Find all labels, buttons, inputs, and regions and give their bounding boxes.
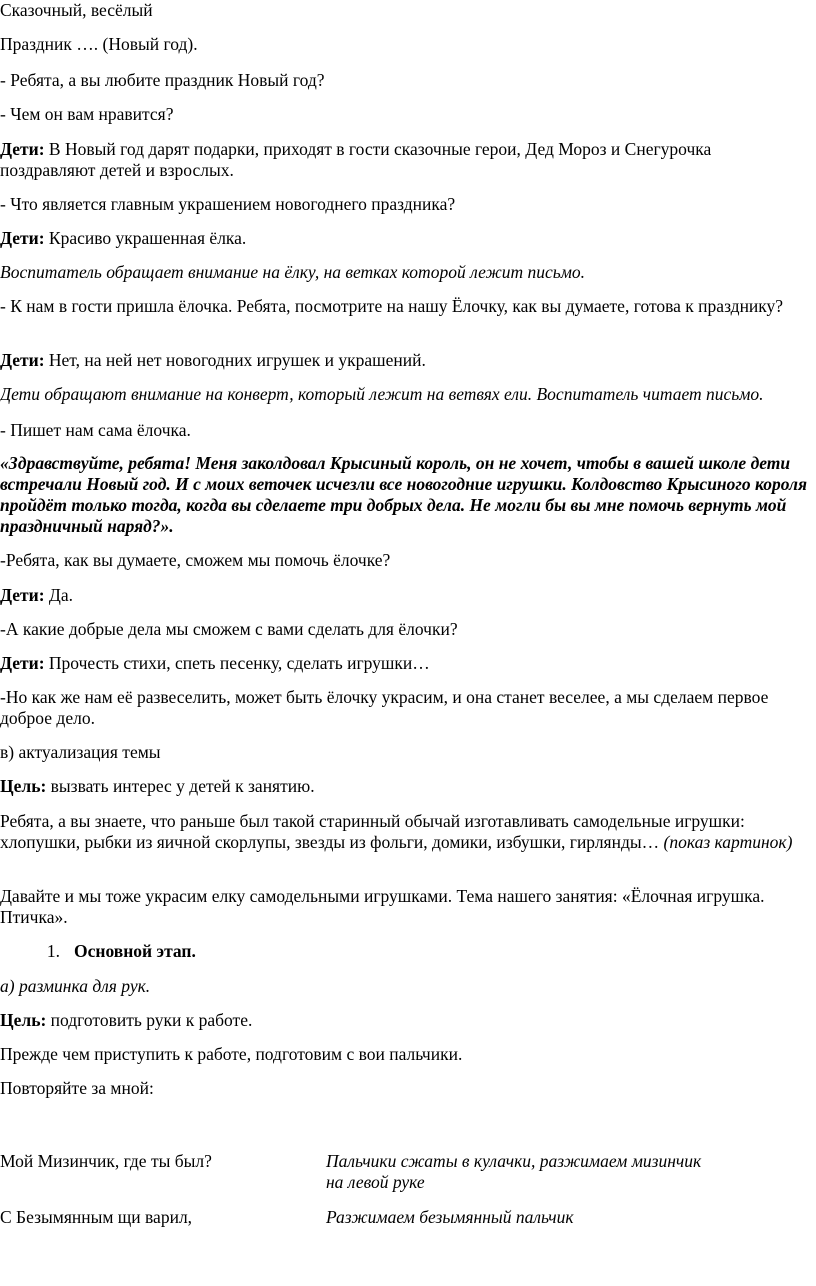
poem-action: Разжимаем безымянный пальчик xyxy=(326,1207,574,1227)
paragraph-17 xyxy=(0,653,810,674)
list-number: 1. xyxy=(46,941,60,961)
paragraph-text: подготовить руки к работе. xyxy=(46,1010,253,1030)
paragraph-text: В Новый год дарят подарки, приходят в гости сказочные герои, Дед Мороз и Снегурочка поздравляют детей и взрослых. xyxy=(0,139,712,180)
goal-label: Цель: xyxy=(0,776,47,796)
paragraph-text: Прочесть стихи, спеть песенку, сделать игрушки… xyxy=(44,653,430,673)
poem-line: С Безымянным щи варил, xyxy=(0,1207,193,1227)
paragraph-16: -А какие добрые дела мы сможем с вами сделать для ёлочки? xyxy=(0,619,458,639)
paragraph-11-stage-direction: Дети обращают внимание на конверт, который лежит на ветвях ели. Воспитатель читает письмо. xyxy=(0,384,764,404)
paragraph-4: - Чем он вам нравится? xyxy=(0,104,174,124)
paragraph-15 xyxy=(0,585,810,606)
paragraph-10 xyxy=(0,350,810,371)
paragraph-text: Красиво украшенная ёлка. xyxy=(44,228,247,248)
speaker-label: Дети: xyxy=(0,228,45,248)
paragraph-23-subheading: а) разминка для рук. xyxy=(0,976,151,996)
paragraph-24 xyxy=(0,1010,810,1031)
speaker-label: Дети: xyxy=(0,585,45,605)
paragraph-21 xyxy=(0,811,810,853)
paragraph-text: Да. xyxy=(44,585,73,605)
paragraph-5 xyxy=(0,139,810,181)
goal-label: Цель: xyxy=(0,1010,47,1030)
paragraph-2: Праздник …. (Новый год). xyxy=(0,34,198,54)
paragraph-13-letter: «Здравствуйте, ребята! Меня заколдовал Крысиный король, он не хочет, чтобы в вашей школе дети встречали Новый год. И с моих веточек исчезли все новогодние игрушки. Колдовство Крысиного короля пройдёт только тогда, когда вы сделаете три добрых дела. Не могли бы вы мне помочь вернуть мой праздничный наряд?». xyxy=(0,453,807,536)
paragraph-1: Сказочный, весёлый xyxy=(0,0,153,20)
paragraph-9: - К нам в гости пришла ёлочка. Ребята, посмотрите на нашу Ёлочку, как вы думаете, готова к празднику? xyxy=(0,296,784,316)
paragraph-12: - Пишет нам сама ёлочка. xyxy=(0,420,191,440)
paragraph-text: Ребята, а вы знаете, что раньше был такой старинный обычай изготавливать самодельные игрушки: хлопушки, рыбки из яичной скорлупы, звезды из фольги, домики, избушки, гирлянды… xyxy=(0,811,745,852)
paragraph-20 xyxy=(0,776,810,797)
poem-action: Пальчики сжаты в кулачки, разжимаем мизинчик на левой руке xyxy=(326,1151,702,1192)
paragraph-26: Повторяйте за мной: xyxy=(0,1078,154,1098)
paragraph-text: Нет, на ней нет новогодних игрушек и украшений. xyxy=(44,350,426,370)
paragraph-14: -Ребята, как вы думаете, сможем мы помочь ёлочке? xyxy=(0,550,391,570)
list-item-main-stage xyxy=(0,941,810,962)
paragraph-18: -Но как же нам её развеселить, может быть ёлочку украсим, и она станет веселее, а мы сделаем первое доброе дело. xyxy=(0,687,769,728)
paragraph-3: - Ребята, а вы любите праздник Новый год? xyxy=(0,70,325,90)
paragraph-25: Прежде чем приступить к работе, подготовим с вои пальчики. xyxy=(0,1044,463,1064)
paragraph-8-stage-direction: Воспитатель обращает внимание на ёлку, на ветках которой лежит письмо. xyxy=(0,262,586,282)
paragraph-22: Давайте и мы тоже украсим елку самодельными игрушками. Тема нашего занятия: «Ёлочная игрушка. Птичка». xyxy=(0,886,765,927)
speaker-label: Дети: xyxy=(0,139,45,159)
paragraph-19-subheading: в) актуализация темы xyxy=(0,742,161,762)
speaker-label: Дети: xyxy=(0,350,45,370)
list-item-text: Основной этап. xyxy=(74,941,196,961)
poem-line: Мой Мизинчик, где ты был? xyxy=(0,1151,212,1171)
paragraph-text: вызвать интерес у детей к занятию. xyxy=(46,776,315,796)
paragraph-7 xyxy=(0,228,810,249)
speaker-label: Дети: xyxy=(0,653,45,673)
paragraph-italic-note: (показ картинок) xyxy=(663,832,793,852)
paragraph-6: - Что является главным украшением новогоднего праздника? xyxy=(0,194,456,214)
